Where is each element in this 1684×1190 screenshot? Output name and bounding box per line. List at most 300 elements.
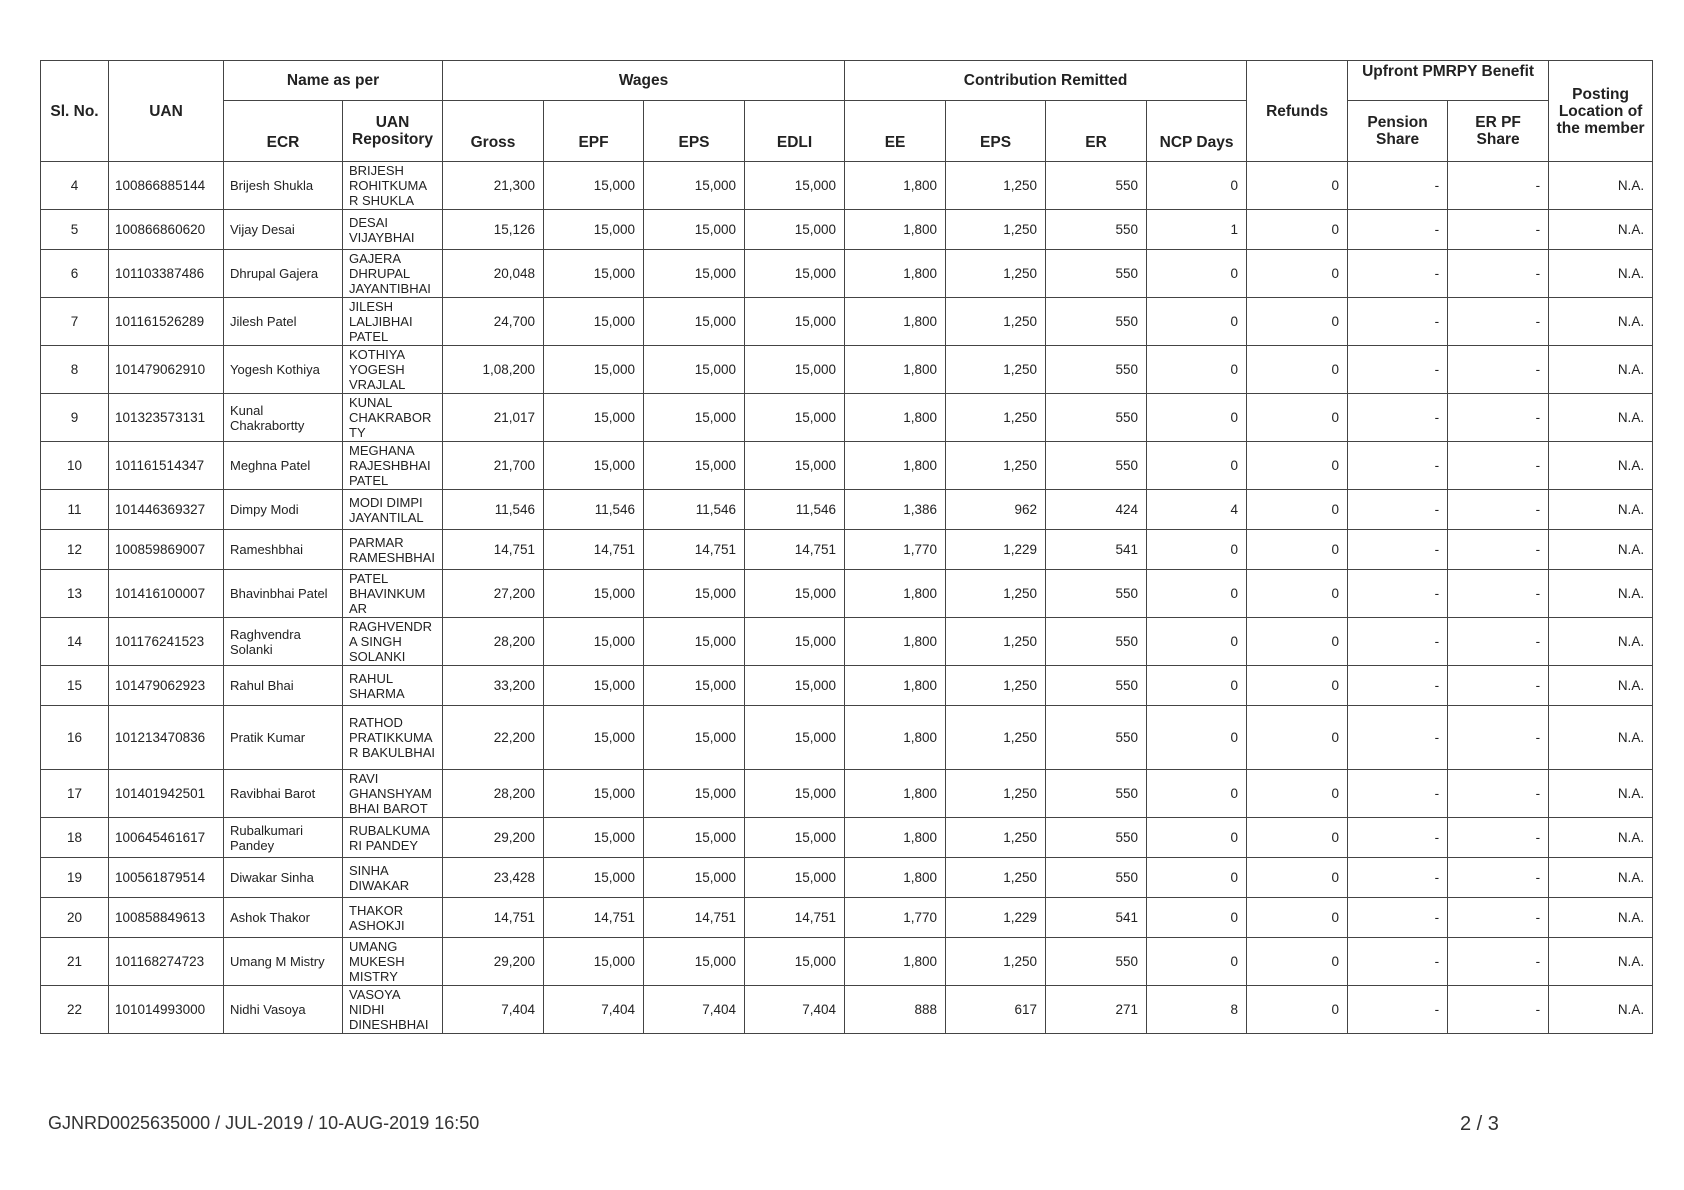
cell-ee: 1,800 [845, 618, 946, 666]
cell-gross: 21,017 [443, 394, 544, 442]
cell-er-pf-share: - [1448, 570, 1549, 618]
cell-posting-location: N.A. [1549, 986, 1653, 1034]
cell-gross: 28,200 [443, 770, 544, 818]
table-row [41, 530, 1653, 570]
cell-pension-share: - [1348, 530, 1448, 570]
cell-ncp-days: 0 [1147, 666, 1247, 706]
header-posting-location: Posting Location of the member [1549, 61, 1653, 162]
cell-er: 550 [1046, 618, 1147, 666]
cell-posting-location: N.A. [1549, 818, 1653, 858]
cell-ncp-days: 0 [1147, 298, 1247, 346]
cell-gross: 29,200 [443, 938, 544, 986]
cell-eps: 15,000 [644, 818, 745, 858]
cell-uan-repository-name: PATEL BHAVINKUM AR [343, 570, 443, 618]
cell-epf: 15,000 [544, 394, 644, 442]
cell-uan: 101213470836 [109, 706, 224, 770]
cell-eps-contribution: 962 [946, 490, 1046, 530]
cell-sl-no: 16 [41, 706, 109, 770]
cell-edli: 15,000 [745, 938, 845, 986]
cell-refunds: 0 [1247, 162, 1348, 210]
cell-er-pf-share: - [1448, 938, 1549, 986]
cell-pension-share: - [1348, 986, 1448, 1034]
cell-eps-contribution: 1,250 [946, 570, 1046, 618]
cell-posting-location: N.A. [1549, 858, 1653, 898]
cell-posting-location: N.A. [1549, 570, 1653, 618]
cell-sl-no: 5 [41, 210, 109, 250]
cell-er: 550 [1046, 298, 1147, 346]
cell-ee: 1,770 [845, 530, 946, 570]
cell-uan-repository-name: SINHA DIWAKAR [343, 858, 443, 898]
cell-posting-location: N.A. [1549, 298, 1653, 346]
cell-eps: 15,000 [644, 298, 745, 346]
table-row [41, 986, 1653, 1034]
cell-gross: 24,700 [443, 298, 544, 346]
cell-eps-contribution: 1,250 [946, 770, 1046, 818]
cell-refunds: 0 [1247, 858, 1348, 898]
cell-ncp-days: 0 [1147, 706, 1247, 770]
cell-er: 550 [1046, 938, 1147, 986]
cell-er: 550 [1046, 666, 1147, 706]
cell-er-pf-share: - [1448, 986, 1549, 1034]
cell-sl-no: 8 [41, 346, 109, 394]
cell-ecr-name: Diwakar Sinha [224, 858, 343, 898]
cell-pension-share: - [1348, 490, 1448, 530]
cell-eps-contribution: 1,229 [946, 530, 1046, 570]
cell-uan-repository-name: MEGHANA RAJESHBHAI PATEL [343, 442, 443, 490]
cell-uan-repository-name: RAVI GHANSHYAM BHAI BAROT [343, 770, 443, 818]
table-row [41, 162, 1653, 210]
cell-uan-repository-name: THAKOR ASHOKJI [343, 898, 443, 938]
table-row [41, 938, 1653, 986]
cell-ncp-days: 0 [1147, 346, 1247, 394]
ecr-table [40, 60, 1653, 1034]
cell-refunds: 0 [1247, 298, 1348, 346]
cell-eps: 15,000 [644, 250, 745, 298]
cell-edli: 15,000 [745, 706, 845, 770]
cell-refunds: 0 [1247, 570, 1348, 618]
cell-ecr-name: Umang M Mistry [224, 938, 343, 986]
cell-sl-no: 4 [41, 162, 109, 210]
cell-ee: 1,800 [845, 250, 946, 298]
cell-eps: 15,000 [644, 618, 745, 666]
cell-epf: 15,000 [544, 618, 644, 666]
cell-er: 541 [1046, 898, 1147, 938]
cell-eps: 15,000 [644, 210, 745, 250]
cell-uan-repository-name: DESAI VIJAYBHAI [343, 210, 443, 250]
cell-posting-location: N.A. [1549, 394, 1653, 442]
table-row [41, 666, 1653, 706]
cell-edli: 14,751 [745, 530, 845, 570]
cell-ecr-name: Pratik Kumar [224, 706, 343, 770]
header-wages: Wages [443, 61, 845, 101]
cell-eps: 14,751 [644, 898, 745, 938]
cell-ee: 1,770 [845, 898, 946, 938]
cell-eps: 15,000 [644, 162, 745, 210]
cell-uan: 100866860620 [109, 210, 224, 250]
cell-ncp-days: 0 [1147, 818, 1247, 858]
cell-epf: 11,546 [544, 490, 644, 530]
cell-posting-location: N.A. [1549, 706, 1653, 770]
cell-ecr-name: Kunal Chakrabortty [224, 394, 343, 442]
cell-edli: 15,000 [745, 210, 845, 250]
cell-sl-no: 6 [41, 250, 109, 298]
cell-ee: 888 [845, 986, 946, 1034]
cell-gross: 20,048 [443, 250, 544, 298]
cell-refunds: 0 [1247, 706, 1348, 770]
cell-er: 550 [1046, 770, 1147, 818]
cell-ncp-days: 0 [1147, 570, 1247, 618]
cell-gross: 28,200 [443, 618, 544, 666]
cell-sl-no: 7 [41, 298, 109, 346]
cell-ecr-name: Dhrupal Gajera [224, 250, 343, 298]
cell-er-pf-share: - [1448, 162, 1549, 210]
header-pension-share: Pension Share [1348, 101, 1448, 162]
cell-pension-share: - [1348, 666, 1448, 706]
cell-pension-share: - [1348, 394, 1448, 442]
cell-posting-location: N.A. [1549, 490, 1653, 530]
cell-epf: 15,000 [544, 666, 644, 706]
cell-refunds: 0 [1247, 618, 1348, 666]
cell-gross: 14,751 [443, 530, 544, 570]
cell-ncp-days: 0 [1147, 442, 1247, 490]
cell-posting-location: N.A. [1549, 250, 1653, 298]
cell-eps: 14,751 [644, 530, 745, 570]
cell-epf: 15,000 [544, 938, 644, 986]
cell-epf: 7,404 [544, 986, 644, 1034]
cell-epf: 15,000 [544, 770, 644, 818]
cell-er: 550 [1046, 250, 1147, 298]
table-row [41, 706, 1653, 770]
cell-ncp-days: 0 [1147, 530, 1247, 570]
cell-ncp-days: 0 [1147, 858, 1247, 898]
cell-refunds: 0 [1247, 530, 1348, 570]
cell-posting-location: N.A. [1549, 938, 1653, 986]
cell-er-pf-share: - [1448, 346, 1549, 394]
cell-er: 550 [1046, 394, 1147, 442]
cell-ee: 1,800 [845, 770, 946, 818]
cell-eps-contribution: 617 [946, 986, 1046, 1034]
cell-ecr-name: Jilesh Patel [224, 298, 343, 346]
cell-er-pf-share: - [1448, 666, 1549, 706]
cell-eps-contribution: 1,250 [946, 442, 1046, 490]
table-row [41, 770, 1653, 818]
cell-ecr-name: Ravibhai Barot [224, 770, 343, 818]
cell-sl-no: 13 [41, 570, 109, 618]
cell-pension-share: - [1348, 770, 1448, 818]
cell-posting-location: N.A. [1549, 618, 1653, 666]
cell-er: 550 [1046, 162, 1147, 210]
cell-posting-location: N.A. [1549, 770, 1653, 818]
cell-refunds: 0 [1247, 346, 1348, 394]
cell-pension-share: - [1348, 706, 1448, 770]
cell-eps-contribution: 1,250 [946, 298, 1046, 346]
cell-pension-share: - [1348, 298, 1448, 346]
cell-posting-location: N.A. [1549, 162, 1653, 210]
table-row [41, 570, 1653, 618]
cell-ecr-name: Bhavinbhai Patel [224, 570, 343, 618]
header-ecr: ECR [224, 101, 343, 162]
cell-refunds: 0 [1247, 898, 1348, 938]
cell-ncp-days: 4 [1147, 490, 1247, 530]
cell-uan: 100858849613 [109, 898, 224, 938]
cell-edli: 15,000 [745, 858, 845, 898]
cell-uan-repository-name: RAHUL SHARMA [343, 666, 443, 706]
cell-ecr-name: Meghna Patel [224, 442, 343, 490]
cell-epf: 15,000 [544, 346, 644, 394]
cell-refunds: 0 [1247, 442, 1348, 490]
cell-er: 271 [1046, 986, 1147, 1034]
cell-er: 550 [1046, 346, 1147, 394]
cell-epf: 15,000 [544, 162, 644, 210]
cell-uan: 101416100007 [109, 570, 224, 618]
cell-eps-contribution: 1,250 [946, 666, 1046, 706]
cell-edli: 15,000 [745, 298, 845, 346]
header-er-pf-share: ER PF Share [1448, 101, 1549, 162]
cell-uan: 100645461617 [109, 818, 224, 858]
cell-pension-share: - [1348, 442, 1448, 490]
cell-ncp-days: 0 [1147, 162, 1247, 210]
cell-ecr-name: Rahul Bhai [224, 666, 343, 706]
table-row [41, 346, 1653, 394]
cell-ecr-name: Rameshbhai [224, 530, 343, 570]
cell-pension-share: - [1348, 250, 1448, 298]
cell-ecr-name: Yogesh Kothiya [224, 346, 343, 394]
cell-ncp-days: 1 [1147, 210, 1247, 250]
table-body [41, 162, 1653, 1034]
cell-posting-location: N.A. [1549, 898, 1653, 938]
cell-posting-location: N.A. [1549, 666, 1653, 706]
cell-eps: 15,000 [644, 938, 745, 986]
cell-epf: 15,000 [544, 570, 644, 618]
cell-gross: 22,200 [443, 706, 544, 770]
cell-er: 541 [1046, 530, 1147, 570]
cell-ncp-days: 0 [1147, 770, 1247, 818]
header-edli: EDLI [745, 101, 845, 162]
cell-er: 550 [1046, 818, 1147, 858]
cell-eps: 15,000 [644, 706, 745, 770]
cell-eps-contribution: 1,250 [946, 162, 1046, 210]
cell-ncp-days: 0 [1147, 898, 1247, 938]
cell-sl-no: 19 [41, 858, 109, 898]
table-row [41, 618, 1653, 666]
cell-edli: 15,000 [745, 618, 845, 666]
cell-sl-no: 18 [41, 818, 109, 858]
cell-eps-contribution: 1,229 [946, 898, 1046, 938]
cell-uan: 100859869007 [109, 530, 224, 570]
cell-er-pf-share: - [1448, 394, 1549, 442]
cell-ncp-days: 0 [1147, 250, 1247, 298]
table-row [41, 298, 1653, 346]
header-name-as-per: Name as per [224, 61, 443, 101]
cell-edli: 7,404 [745, 986, 845, 1034]
header-epf: EPF [544, 101, 644, 162]
cell-gross: 21,300 [443, 162, 544, 210]
table-row [41, 210, 1653, 250]
cell-edli: 11,546 [745, 490, 845, 530]
cell-uan-repository-name: GAJERA DHRUPAL JAYANTIBHAI [343, 250, 443, 298]
table-row [41, 898, 1653, 938]
cell-er: 550 [1046, 570, 1147, 618]
footer-reference: GJNRD0025635000 / JUL-2019 / 10-AUG-2019 16:50 [48, 1113, 480, 1133]
cell-ee: 1,800 [845, 394, 946, 442]
cell-ee: 1,800 [845, 818, 946, 858]
cell-uan-repository-name: RATHOD PRATIKKUMA R BAKULBHAI [343, 706, 443, 770]
cell-epf: 15,000 [544, 818, 644, 858]
cell-ee: 1,800 [845, 346, 946, 394]
cell-posting-location: N.A. [1549, 442, 1653, 490]
cell-eps-contribution: 1,250 [946, 210, 1046, 250]
cell-ee: 1,800 [845, 858, 946, 898]
cell-uan: 101323573131 [109, 394, 224, 442]
cell-refunds: 0 [1247, 818, 1348, 858]
cell-er-pf-share: - [1448, 898, 1549, 938]
cell-eps-contribution: 1,250 [946, 858, 1046, 898]
cell-gross: 15,126 [443, 210, 544, 250]
cell-uan-repository-name: RAGHVENDR A SINGH SOLANKI [343, 618, 443, 666]
cell-eps-contribution: 1,250 [946, 250, 1046, 298]
cell-eps: 15,000 [644, 858, 745, 898]
cell-posting-location: N.A. [1549, 346, 1653, 394]
cell-ncp-days: 0 [1147, 618, 1247, 666]
cell-sl-no: 10 [41, 442, 109, 490]
cell-refunds: 0 [1247, 394, 1348, 442]
header-upfront-pmrpy: Upfront PMRPY Benefit [1348, 61, 1549, 101]
table-row [41, 858, 1653, 898]
cell-ee: 1,800 [845, 162, 946, 210]
cell-ecr-name: Dimpy Modi [224, 490, 343, 530]
cell-gross: 11,546 [443, 490, 544, 530]
cell-er: 550 [1046, 858, 1147, 898]
cell-refunds: 0 [1247, 490, 1348, 530]
cell-ecr-name: Nidhi Vasoya [224, 986, 343, 1034]
cell-eps-contribution: 1,250 [946, 618, 1046, 666]
cell-uan-repository-name: UMANG MUKESH MISTRY [343, 938, 443, 986]
cell-er-pf-share: - [1448, 770, 1549, 818]
cell-epf: 14,751 [544, 530, 644, 570]
cell-sl-no: 11 [41, 490, 109, 530]
cell-uan: 101479062910 [109, 346, 224, 394]
cell-ecr-name: Ashok Thakor [224, 898, 343, 938]
cell-pension-share: - [1348, 858, 1448, 898]
cell-er-pf-share: - [1448, 250, 1549, 298]
cell-eps-contribution: 1,250 [946, 706, 1046, 770]
table-row [41, 818, 1653, 858]
cell-eps-contribution: 1,250 [946, 394, 1046, 442]
cell-gross: 27,200 [443, 570, 544, 618]
cell-uan-repository-name: KOTHIYA YOGESH VRAJLAL [343, 346, 443, 394]
header-er: ER [1046, 101, 1147, 162]
cell-epf: 15,000 [544, 858, 644, 898]
cell-sl-no: 20 [41, 898, 109, 938]
cell-edli: 15,000 [745, 666, 845, 706]
cell-eps-contribution: 1,250 [946, 818, 1046, 858]
cell-er-pf-share: - [1448, 618, 1549, 666]
cell-er-pf-share: - [1448, 442, 1549, 490]
cell-eps: 7,404 [644, 986, 745, 1034]
table-row [41, 442, 1653, 490]
cell-edli: 15,000 [745, 162, 845, 210]
cell-uan: 101479062923 [109, 666, 224, 706]
page-number: 2 / 3 [1460, 1113, 1499, 1135]
cell-posting-location: N.A. [1549, 530, 1653, 570]
cell-uan-repository-name: RUBALKUMA RI PANDEY [343, 818, 443, 858]
cell-refunds: 0 [1247, 210, 1348, 250]
header-ee: EE [845, 101, 946, 162]
cell-ee: 1,800 [845, 938, 946, 986]
cell-ee: 1,800 [845, 298, 946, 346]
header-uan-repository: UAN Repository [343, 101, 443, 162]
cell-refunds: 0 [1247, 770, 1348, 818]
cell-sl-no: 12 [41, 530, 109, 570]
cell-epf: 15,000 [544, 210, 644, 250]
cell-er-pf-share: - [1448, 818, 1549, 858]
cell-epf: 15,000 [544, 706, 644, 770]
cell-pension-share: - [1348, 570, 1448, 618]
header-ncp-days: NCP Days [1147, 101, 1247, 162]
cell-uan-repository-name: KUNAL CHAKRABOR TY [343, 394, 443, 442]
cell-edli: 15,000 [745, 346, 845, 394]
cell-ecr-name: Vijay Desai [224, 210, 343, 250]
cell-eps: 15,000 [644, 442, 745, 490]
cell-pension-share: - [1348, 210, 1448, 250]
header-contribution-remitted: Contribution Remitted [845, 61, 1247, 101]
cell-pension-share: - [1348, 898, 1448, 938]
cell-ecr-name: Brijesh Shukla [224, 162, 343, 210]
cell-edli: 15,000 [745, 394, 845, 442]
cell-eps: 15,000 [644, 770, 745, 818]
cell-refunds: 0 [1247, 250, 1348, 298]
cell-epf: 15,000 [544, 298, 644, 346]
cell-er-pf-share: - [1448, 530, 1549, 570]
cell-edli: 15,000 [745, 818, 845, 858]
cell-gross: 33,200 [443, 666, 544, 706]
cell-er-pf-share: - [1448, 298, 1549, 346]
cell-edli: 14,751 [745, 898, 845, 938]
cell-gross: 29,200 [443, 818, 544, 858]
cell-uan: 101014993000 [109, 986, 224, 1034]
cell-uan: 101161514347 [109, 442, 224, 490]
cell-uan: 101401942501 [109, 770, 224, 818]
cell-pension-share: - [1348, 618, 1448, 666]
cell-sl-no: 14 [41, 618, 109, 666]
cell-ee: 1,800 [845, 570, 946, 618]
cell-er-pf-share: - [1448, 210, 1549, 250]
cell-sl-no: 21 [41, 938, 109, 986]
table-row [41, 394, 1653, 442]
cell-er: 424 [1046, 490, 1147, 530]
cell-uan-repository-name: MODI DIMPI JAYANTILAL [343, 490, 443, 530]
cell-ee: 1,800 [845, 210, 946, 250]
cell-er: 550 [1046, 210, 1147, 250]
cell-ee: 1,800 [845, 706, 946, 770]
cell-refunds: 0 [1247, 986, 1348, 1034]
cell-er: 550 [1046, 442, 1147, 490]
cell-er-pf-share: - [1448, 490, 1549, 530]
cell-ecr-name: Rubalkumari Pandey [224, 818, 343, 858]
cell-uan: 100561879514 [109, 858, 224, 898]
cell-eps-contribution: 1,250 [946, 938, 1046, 986]
cell-edli: 15,000 [745, 770, 845, 818]
cell-uan-repository-name: BRIJESH ROHITKUMA R SHUKLA [343, 162, 443, 210]
cell-edli: 15,000 [745, 442, 845, 490]
cell-edli: 15,000 [745, 250, 845, 298]
cell-er-pf-share: - [1448, 858, 1549, 898]
cell-ee: 1,386 [845, 490, 946, 530]
header-eps: EPS [644, 101, 745, 162]
cell-gross: 14,751 [443, 898, 544, 938]
table-row [41, 490, 1653, 530]
header-eps-contribution: EPS [946, 101, 1046, 162]
